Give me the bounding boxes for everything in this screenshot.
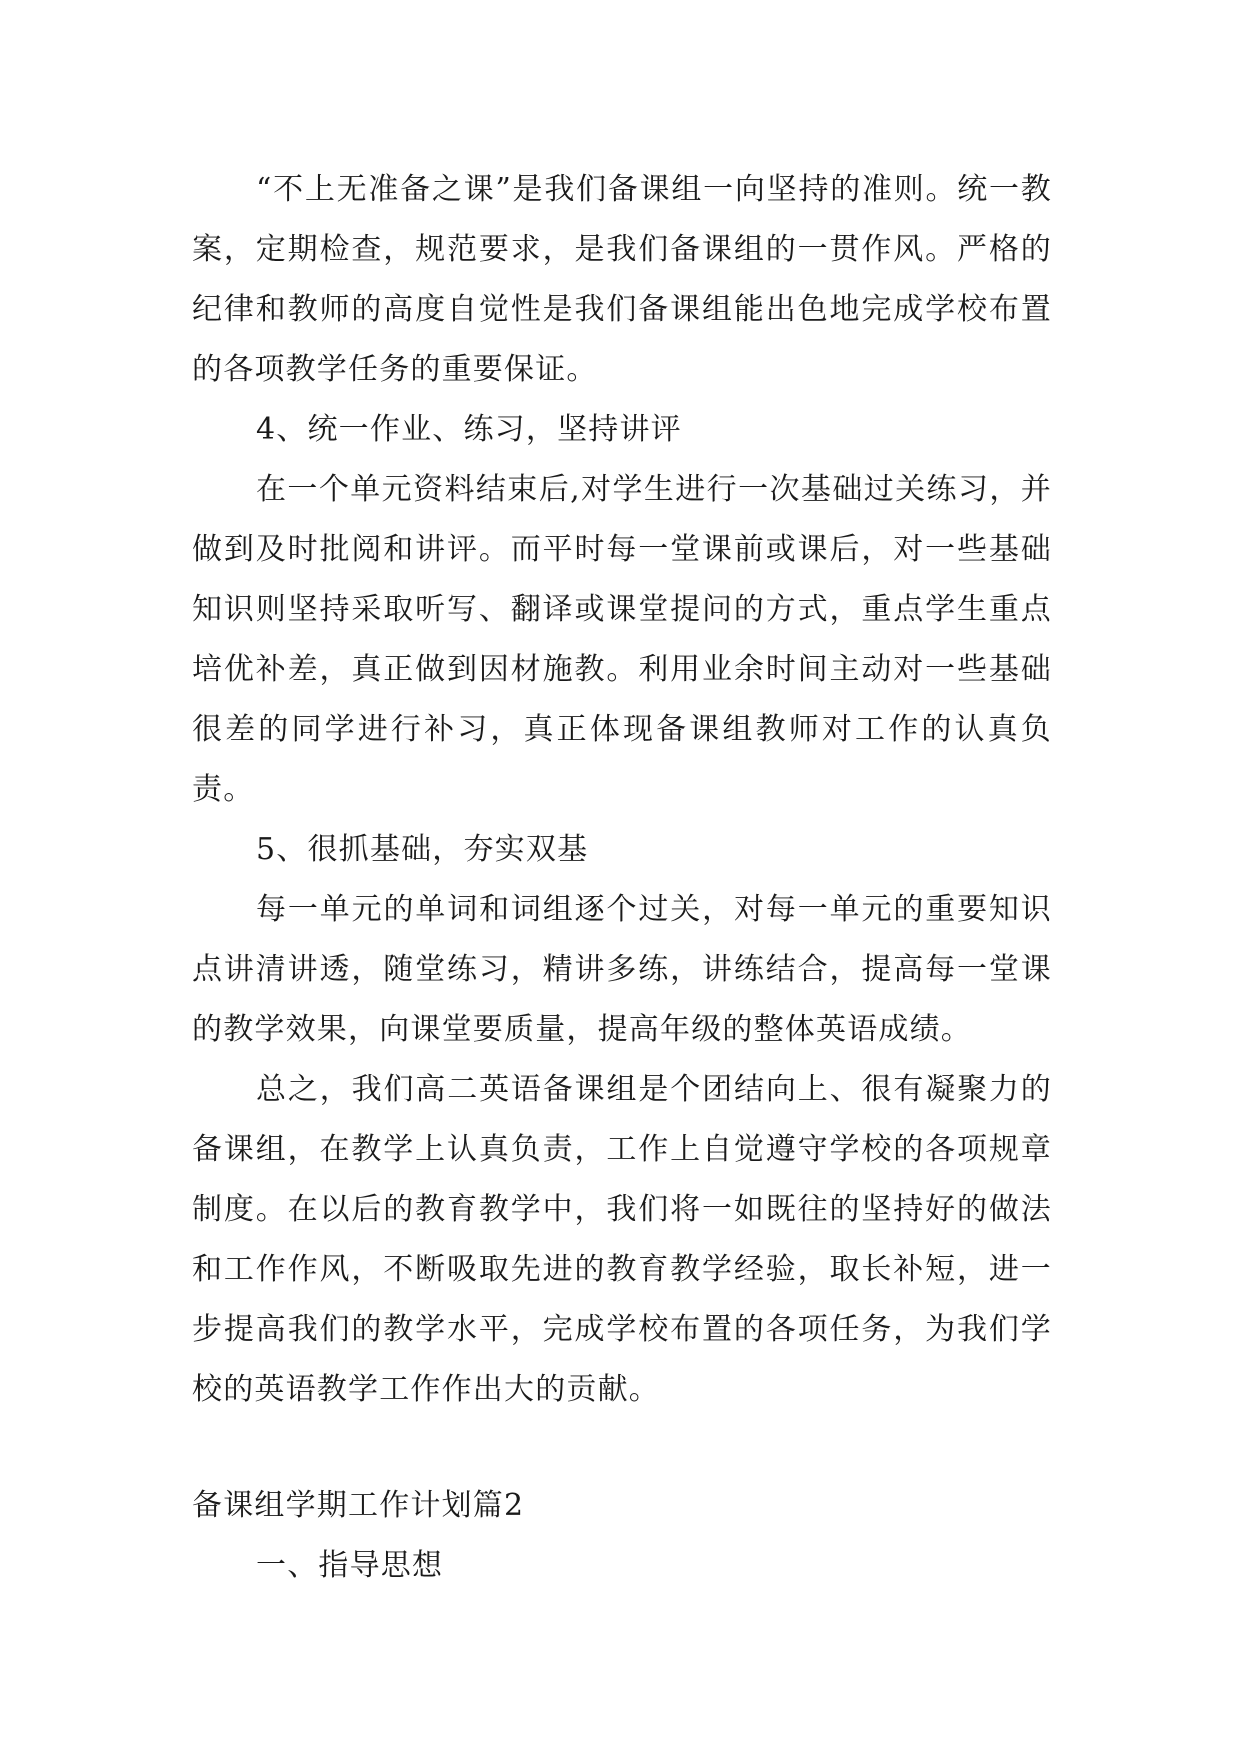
heading-basics: 5、很抓基础，夯实双基 [256,832,589,867]
paragraph-basics: 每一单元的单词和词组逐个过关，对每一单元的重要知识点讲清讲透，随堂练习，精讲多练，讲练结合，提高每一堂课的教学效果，向课堂要质量，提高年级的整体英语成绩。 [192,892,1052,1047]
paragraph-summary: 总之，我们高二英语备课组是个团结向上、很有凝聚力的备课组，在教学上认真负责，工作上自觉遵守学校的各项规章制度。在以后的教育教学中，我们将一如既往的坚持好的做法和工作作风，不断吸取先进的教育教学经验，取长补短，进一步提高我们的教学水平，完成学校布置的各项任务，为我们学校的英语教学工作作出大的贡献。 [192,1072,1052,1407]
paragraph-preparation: “不上无准备之课”是我们备课组一向坚持的准则。统一教案，定期检查，规范要求，是我们备课组的一贯作风。严格的纪律和教师的高度自觉性是我们备课组能出色地完成学校布置的各项教学任务的重要保证。 [192,172,1052,387]
paragraph-homework: 在一个单元资料结束后,对学生进行一次基础过关练习，并做到及时批阅和讲评。而平时每一堂课前或课后，对一些基础知识则坚持采取听写、翻译或课堂提问的方式，重点学生重点培优补差，真正做到因材施教。利用业余时间主动对一些基础很差的同学进行补习，真正体现备课组教师对工作的认真负责。 [192,472,1052,807]
section-title: 备课组学期工作计划篇2 [192,1488,525,1523]
document-page [192,160,1052,1596]
sub-heading-guiding-ideology: 一、指导思想 [256,1548,444,1583]
heading-homework: 4、统一作业、练习，坚持讲评 [256,412,682,447]
